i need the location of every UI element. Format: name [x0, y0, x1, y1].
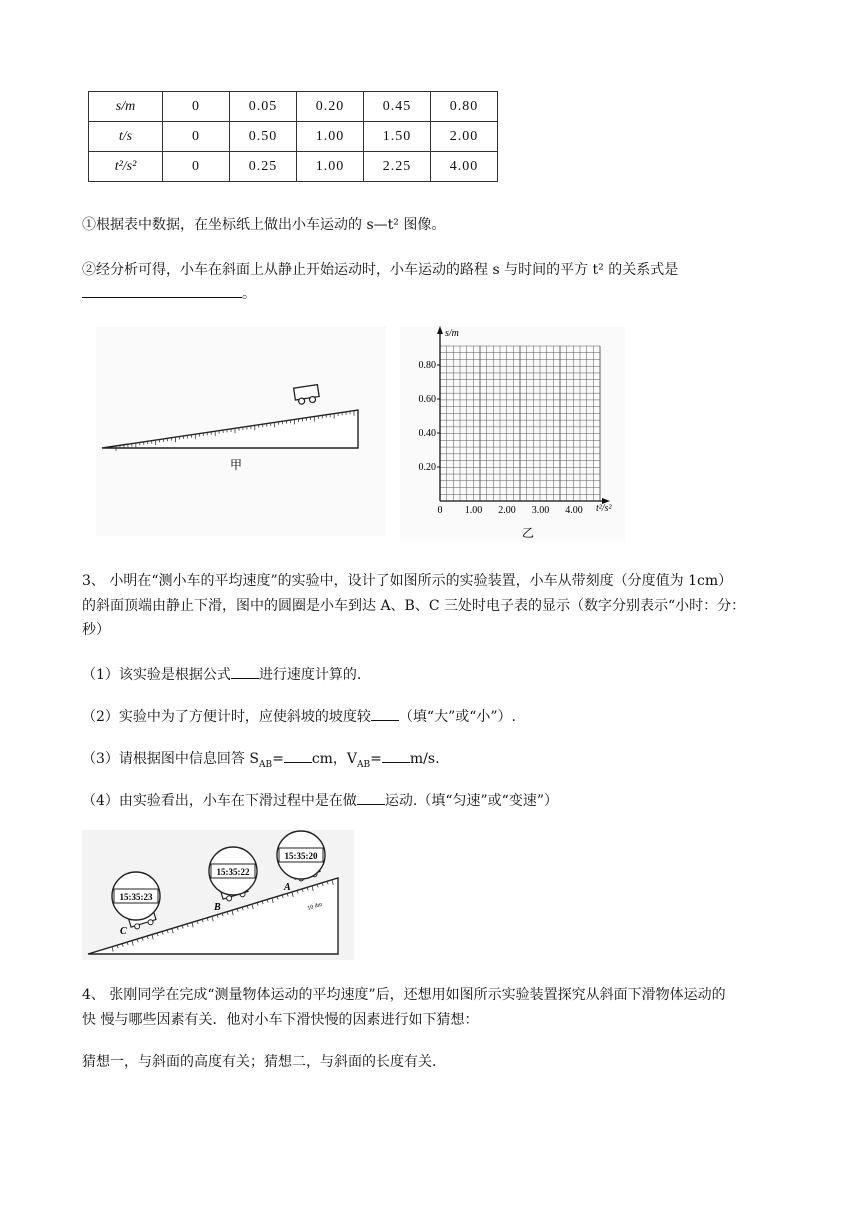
label-a: A — [284, 882, 291, 893]
table-cell: 0.50 — [230, 122, 297, 152]
svg-text:15:35:22: 15:35:22 — [216, 867, 250, 877]
y-tick-label: 0.40 — [418, 428, 436, 439]
table-cell: 0.80 — [431, 92, 498, 122]
table-row — [89, 92, 498, 122]
x-tick-label: 0 — [437, 505, 443, 516]
q4-line-3: 猜想一，与斜面的高度有关；猜想二，与斜面的长度有关． — [82, 1054, 446, 1070]
figure-jia — [96, 326, 386, 536]
y-tick-label: 0.20 — [418, 462, 436, 473]
q4-line-1: 4、 张刚同学在完成“测量物体运动的平均速度”后，还想用如图所示实验装置探究从斜面下滑物体运动的 — [82, 987, 726, 1003]
q3-subquestion-1: （1）该实验是根据公式 进行速度计算的. — [82, 664, 361, 685]
table-cell: 0.05 — [230, 92, 297, 122]
table-cell: 1.00 — [297, 122, 364, 152]
label-b: B — [214, 902, 221, 913]
table-cell: 2.25 — [364, 152, 431, 182]
table-cell: 2.00 — [431, 122, 498, 152]
table-cell: 0 — [163, 122, 230, 152]
q3-subquestion-3: （3）请根据图中信息回答 $S_{AB}=$ cm，$V_{AB}= m/s$. — [82, 748, 440, 775]
table-cell: 0.20 — [297, 92, 364, 122]
q3-intro-line-1: 3、 小明在“测小车的平均速度”的实验中，设计了如图所示的实验装置，小车从带刻度（分度值为 1cm） — [82, 573, 733, 589]
table-cell: 0 — [163, 152, 230, 182]
blank-formula — [231, 664, 259, 679]
x-tick-label: 3.00 — [531, 505, 550, 516]
clock-b — [209, 847, 257, 895]
row-header: s/m — [89, 92, 163, 122]
ruler-unit: 10 dm — [306, 901, 324, 912]
svg-text:15:35:23: 15:35:23 — [119, 892, 153, 902]
label-c: C — [120, 926, 127, 937]
table-cell: 0.45 — [364, 92, 431, 122]
y-tick-label: 0.80 — [418, 360, 436, 371]
question-part-1: ①根据表中数据，在坐标纸上做出小车运动的 s—t² 图像。 — [82, 217, 446, 233]
figure-jia-caption: 甲 — [230, 458, 243, 472]
answer-blank — [82, 283, 242, 298]
row-header: t/s — [89, 122, 163, 152]
row-header: t²/s² — [89, 152, 163, 182]
x-axis-label: t²/s² — [596, 503, 612, 514]
figure-yi-caption: 乙 — [521, 526, 535, 540]
table-cell: 4.00 — [431, 152, 498, 182]
blank-slope — [371, 706, 399, 721]
data-table — [88, 91, 498, 182]
x-tick-label: 1.00 — [464, 505, 483, 516]
clock-c — [112, 872, 160, 920]
table-row — [89, 152, 498, 182]
figure-q3-slope — [82, 830, 354, 960]
blank-sab — [284, 748, 312, 763]
question-part-2: ②经分析可得，小车在斜面上从静止开始运动时，小车运动的路程 s 与时间的平方 t² 的关系式是 — [82, 262, 679, 278]
table-row — [89, 122, 498, 152]
blank-vab — [382, 748, 410, 763]
y-tick-label: 0.60 — [418, 394, 436, 405]
period: 。 — [242, 286, 256, 302]
q3-subquestion-4: （4）由实验看出，小车在下滑过程中是在做 运动.（填“匀速”或“变速”） — [82, 790, 558, 811]
q3-subquestion-2: （2）实验中为了方便计时，应使斜坡的坡度较 （填“大”或“小”）. — [82, 706, 516, 727]
x-tick-label: 4.00 — [565, 505, 583, 516]
q4-line-2: 快 慢与哪些因素有关．他对小车下滑快慢的因素进行如下猜想： — [82, 1012, 479, 1028]
q3-intro-line-3: 秒） — [82, 622, 110, 638]
blank-motion — [357, 790, 385, 805]
table-cell: 0 — [163, 92, 230, 122]
x-tick-label: 2.00 — [498, 505, 516, 516]
table-cell: 1.00 — [297, 152, 364, 182]
figure-yi-grid — [400, 326, 625, 541]
svg-text:15:35:20: 15:35:20 — [284, 851, 318, 861]
q3-intro-line-2: 的斜面顶端由静止下滑，图中的圆圈是小车到达 A、B、C 三处时电子表的显示（数字分别表示“小时：分： — [82, 598, 746, 614]
answer-blank-line — [82, 283, 256, 304]
table-cell: 1.50 — [364, 122, 431, 152]
clock-a — [277, 831, 325, 879]
y-axis-label: s/m — [445, 328, 459, 339]
table-cell: 0.25 — [230, 152, 297, 182]
